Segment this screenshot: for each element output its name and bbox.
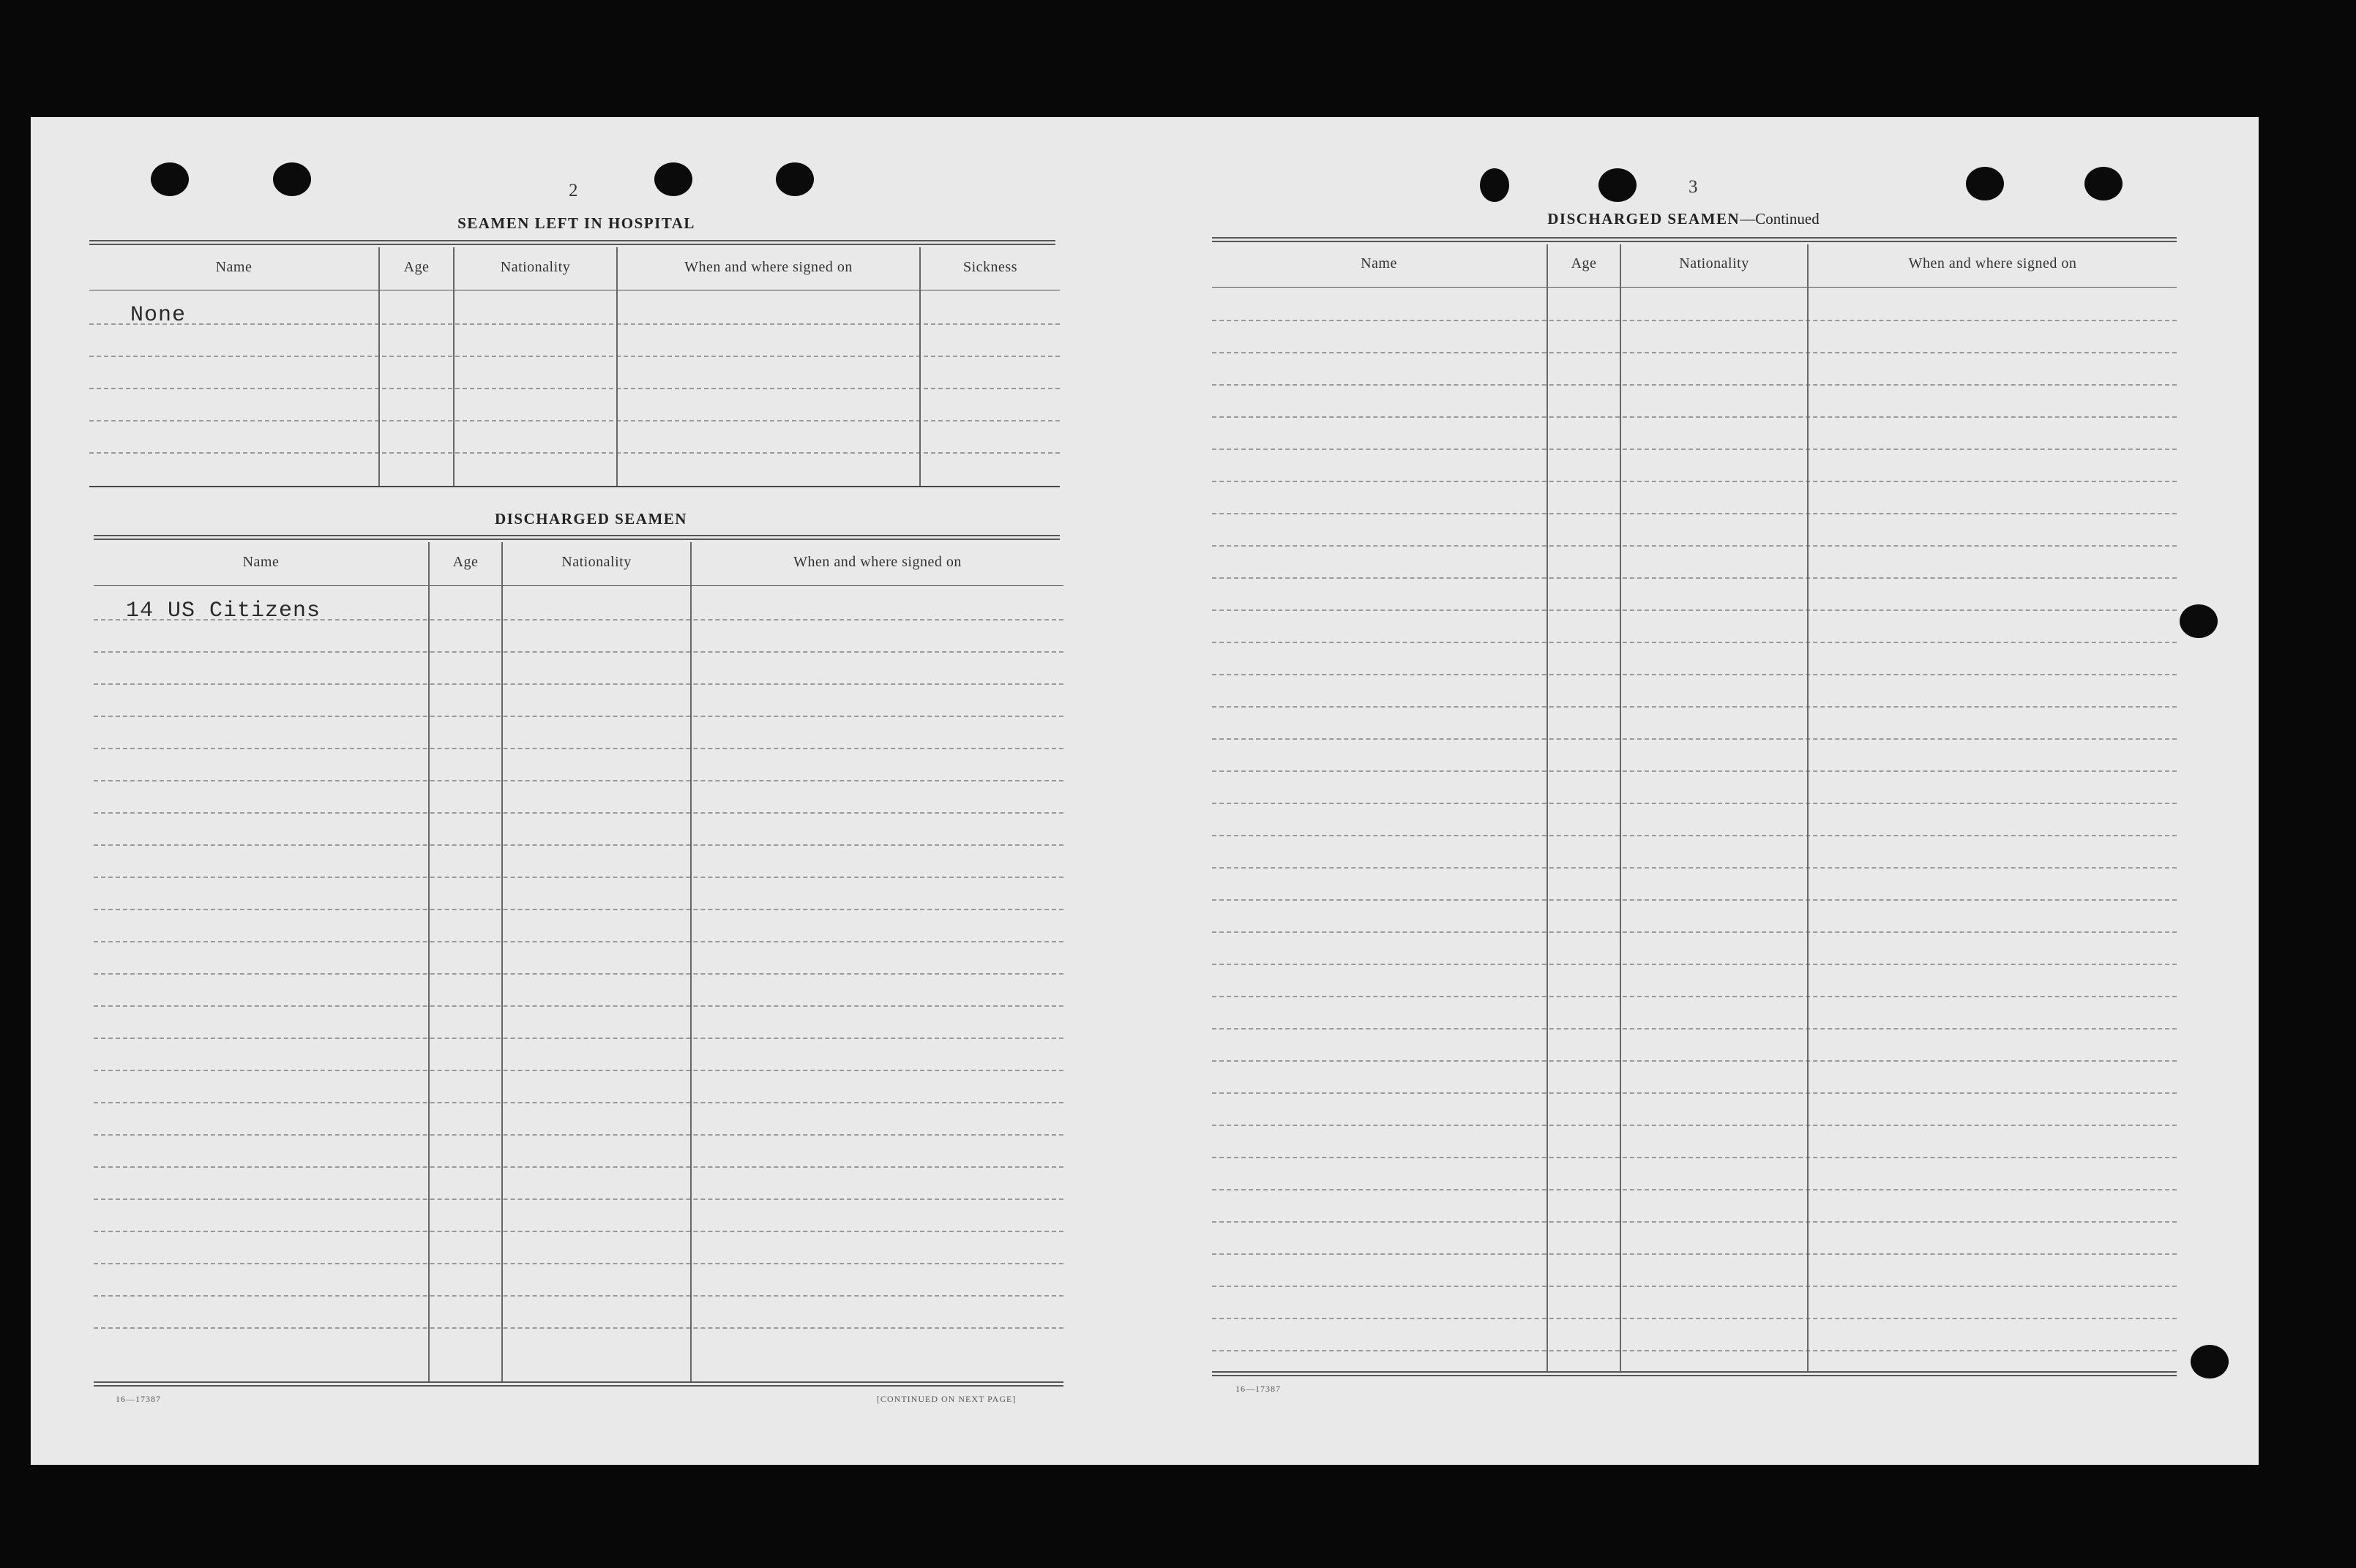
- col-name: Name: [1361, 255, 1397, 271]
- col-divider: [919, 247, 921, 486]
- rule: [1212, 577, 2177, 579]
- rule: [1212, 1350, 2177, 1351]
- rule: [94, 1198, 1063, 1200]
- rule: [1212, 803, 2177, 804]
- col-sickness: Sickness: [963, 259, 1017, 275]
- rule: [1212, 1318, 2177, 1319]
- rule: [94, 1381, 1063, 1387]
- rule: [94, 1134, 1063, 1136]
- rule: [1212, 770, 2177, 772]
- rule: [1212, 1189, 2177, 1190]
- col-divider: [1547, 244, 1548, 1371]
- form-number: 16—17387: [116, 1394, 161, 1404]
- rule: [94, 909, 1063, 910]
- rule: [1212, 237, 2177, 242]
- col-divider: [1807, 244, 1809, 1371]
- continued-note: [CONTINUED ON NEXT PAGE]: [877, 1394, 1017, 1404]
- rule: [94, 1295, 1063, 1297]
- rule: [1212, 287, 2177, 288]
- col-divider: [453, 247, 455, 486]
- rule: [1212, 384, 2177, 386]
- rule: [94, 973, 1063, 975]
- section-title-discharged: DISCHARGED SEAMEN: [495, 510, 687, 528]
- title-main: DISCHARGED SEAMEN: [1547, 210, 1740, 228]
- rule: [94, 651, 1063, 653]
- rule: [1212, 1028, 2177, 1029]
- col-signed-on: When and where signed on: [793, 554, 962, 570]
- rule: [94, 812, 1063, 814]
- rule: [94, 780, 1063, 781]
- col-signed-on: When and where signed on: [684, 259, 853, 275]
- rule: [1212, 352, 2177, 353]
- rule: [1212, 899, 2177, 901]
- rule: [94, 1263, 1063, 1264]
- rule: [1212, 1221, 2177, 1223]
- rule: [94, 941, 1063, 942]
- page-number: 3: [1689, 177, 1698, 197]
- form-number: 16—17387: [1235, 1384, 1281, 1394]
- rule: [1212, 416, 2177, 418]
- rule: [1212, 931, 2177, 933]
- rule: [1212, 1286, 2177, 1287]
- col-nationality: Nationality: [1679, 255, 1749, 271]
- page-number: 2: [569, 181, 578, 200]
- rule: [1212, 481, 2177, 482]
- rule: [1212, 449, 2177, 450]
- rule: [1212, 674, 2177, 675]
- col-age: Age: [403, 259, 430, 275]
- rule: [94, 877, 1063, 878]
- col-divider: [501, 542, 503, 1381]
- rule: [89, 356, 1060, 357]
- rule: [89, 452, 1060, 454]
- rule: [1212, 706, 2177, 708]
- rule: [1212, 867, 2177, 869]
- rule: [1212, 320, 2177, 321]
- col-age: Age: [1571, 255, 1597, 271]
- col-name: Name: [242, 554, 280, 570]
- punch-hole: [273, 162, 311, 196]
- rule: [1212, 1092, 2177, 1094]
- rule: [1212, 835, 2177, 836]
- rule: [94, 1166, 1063, 1168]
- punch-hole: [151, 162, 189, 196]
- rule: [1212, 996, 2177, 997]
- rule: [94, 619, 1063, 620]
- punch-hole: [1480, 168, 1509, 202]
- hospital-entry: None: [130, 303, 187, 328]
- rule: [1212, 1125, 2177, 1126]
- col-nationality: Nationality: [500, 259, 571, 275]
- rule: [94, 535, 1060, 540]
- discharged-entry: 14 US Citizens: [126, 599, 321, 623]
- rule: [94, 1038, 1063, 1039]
- rule: [89, 240, 1055, 245]
- rule: [1212, 1371, 2177, 1376]
- rule: [94, 585, 1063, 586]
- punch-hole: [1966, 167, 2004, 200]
- rule: [1212, 642, 2177, 643]
- rule: [89, 486, 1060, 487]
- rule: [94, 1070, 1063, 1071]
- rule: [94, 1231, 1063, 1232]
- rule: [1212, 964, 2177, 965]
- col-age: Age: [452, 554, 479, 570]
- punch-hole: [2191, 1345, 2229, 1378]
- punch-hole: [2084, 167, 2123, 200]
- col-divider: [428, 542, 430, 1381]
- col-signed-on: When and where signed on: [1908, 255, 2077, 271]
- punch-hole: [2180, 604, 2218, 638]
- rule: [89, 420, 1060, 421]
- section-title-hospital: SEAMEN LEFT IN HOSPITAL: [457, 214, 695, 232]
- rule: [94, 683, 1063, 685]
- rule: [94, 716, 1063, 717]
- col-divider: [378, 247, 380, 486]
- col-nationality: Nationality: [561, 554, 632, 570]
- punch-hole: [654, 162, 692, 196]
- rule: [1212, 609, 2177, 611]
- rule: [94, 1005, 1063, 1007]
- rule: [1212, 513, 2177, 514]
- rule: [1212, 1157, 2177, 1158]
- rule: [1212, 545, 2177, 547]
- col-divider: [616, 247, 618, 486]
- col-divider: [1620, 244, 1621, 1371]
- punch-hole: [1598, 168, 1637, 202]
- rule: [1212, 1060, 2177, 1062]
- col-divider: [690, 542, 692, 1381]
- section-title-discharged-continued: [1456, 210, 1910, 228]
- rule: [89, 323, 1060, 325]
- rule: [94, 748, 1063, 749]
- col-name: Name: [215, 259, 253, 275]
- rule: [89, 388, 1060, 389]
- rule: [1212, 738, 2177, 740]
- punch-hole: [776, 162, 814, 196]
- title-suffix: —Continued: [1740, 210, 1820, 228]
- rule: [94, 844, 1063, 846]
- rule: [94, 1102, 1063, 1103]
- rule: [94, 1327, 1063, 1329]
- rule: [1212, 1253, 2177, 1255]
